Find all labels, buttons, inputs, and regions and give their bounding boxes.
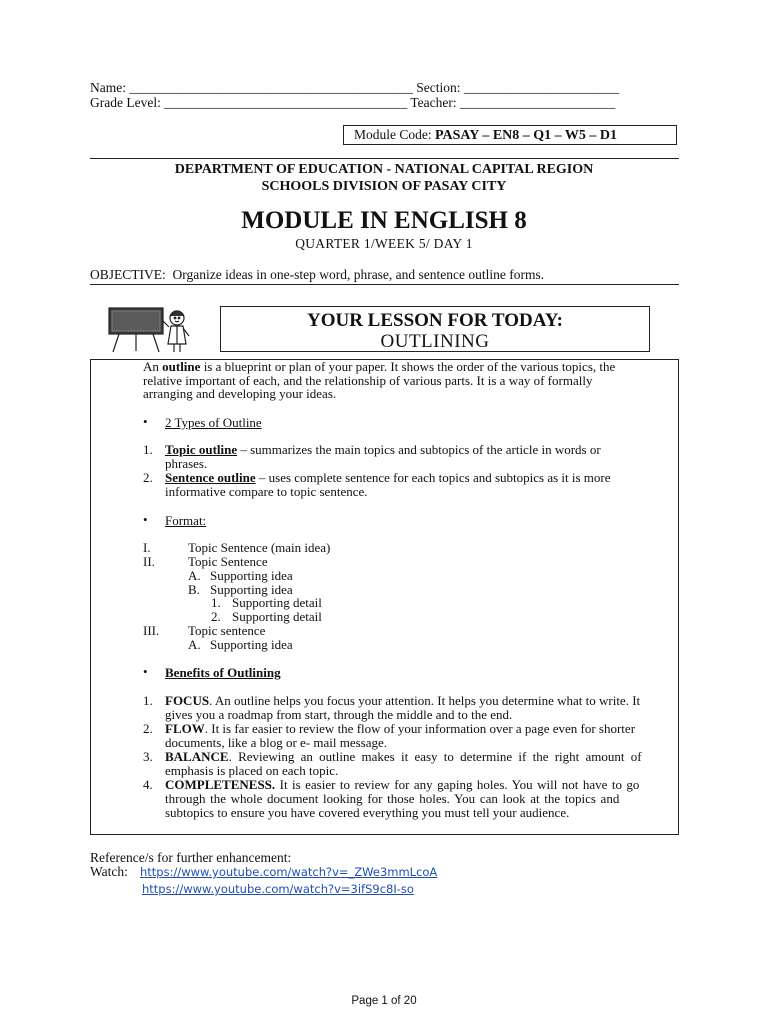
benefit-line: emphasis is placed on each topic. bbox=[165, 763, 339, 778]
format-item: Supporting idea bbox=[210, 582, 293, 597]
objective-line bbox=[90, 267, 544, 283]
format-marker: III. bbox=[143, 623, 160, 638]
intro-term: outline bbox=[162, 359, 201, 374]
bullet-icon: • bbox=[143, 664, 148, 679]
lesson-heading: YOUR LESSON FOR TODAY: bbox=[306, 310, 564, 331]
format-marker: 1. bbox=[211, 595, 221, 610]
format-heading: Format: bbox=[165, 513, 207, 528]
type2-term: Sentence outline bbox=[165, 470, 256, 485]
header-divider bbox=[90, 158, 679, 159]
type2-line-2: informative compare to topic sentence. bbox=[165, 484, 368, 499]
format-item: Supporting detail bbox=[232, 609, 322, 624]
benefit-term: COMPLETENESS. bbox=[165, 777, 276, 792]
type2-line-1 bbox=[165, 471, 611, 485]
format-item: Supporting idea bbox=[210, 568, 293, 583]
types-heading: 2 Types of Outline bbox=[165, 415, 262, 430]
format-item: Supporting idea bbox=[210, 637, 293, 652]
benefit-line: subtopics to ensure you have covered everything you must tell your audience. bbox=[165, 805, 570, 820]
benefit-line bbox=[165, 778, 639, 792]
module-title: MODULE IN ENGLISH 8 bbox=[241, 207, 527, 234]
grade-teacher-line: Grade Level: ____________________________________ Teacher: _______________________ bbox=[90, 95, 616, 110]
type1-line-2: phrases. bbox=[165, 456, 208, 471]
type1-term: Topic outline bbox=[165, 442, 238, 457]
benefit-line: documents, like a blog or e- mail message. bbox=[165, 735, 388, 750]
format-item: Supporting detail bbox=[232, 595, 322, 610]
benefit-line: through the whole document looking for those holes. You can look at the topics and bbox=[165, 791, 620, 806]
division-heading: SCHOOLS DIVISION OF PASAY CITY bbox=[261, 179, 507, 194]
benefit-number: 4. bbox=[143, 777, 153, 792]
benefits-heading: Benefits of Outlining bbox=[165, 665, 281, 680]
name-section-line: Name: __________________________________________ Section: _______________________ bbox=[90, 80, 620, 95]
objective-text: Organize ideas in one-step word, phrase, and sentence outline forms. bbox=[172, 267, 545, 282]
lesson-heading-box bbox=[220, 306, 650, 352]
reference-link-2[interactable]: https://www.youtube.com/watch?v=3ifS9c8I-so bbox=[142, 882, 414, 896]
benefit-text: . It is far easier to review the flow of your information over a page even for shorter bbox=[204, 721, 636, 736]
intro-line-3: arranging and developing your ideas. bbox=[143, 386, 337, 401]
module-code-label: Module Code: bbox=[354, 127, 435, 142]
watch-label: Watch: bbox=[90, 864, 128, 879]
benefit-text: . Reviewing an outline makes it easy to determine if the right amount of bbox=[228, 749, 642, 764]
benefit-number: 1. bbox=[143, 693, 153, 708]
module-code-box bbox=[343, 125, 677, 145]
module-code-value: PASAY – EN8 – Q1 – W5 – D1 bbox=[435, 128, 618, 143]
reference-heading: Reference/s for further enhancement: bbox=[90, 850, 292, 865]
benefit-text: It is easier to review for any gaping holes. You will not have to go bbox=[275, 777, 640, 792]
objective-divider bbox=[90, 284, 679, 285]
teacher-chalkboard-illustration bbox=[107, 305, 199, 355]
format-item: Topic sentence bbox=[188, 623, 266, 638]
quarter-subtitle: QUARTER 1/WEEK 5/ DAY 1 bbox=[295, 236, 473, 251]
format-marker: B. bbox=[188, 582, 200, 597]
type1-number: 1. bbox=[143, 442, 153, 457]
format-marker: A. bbox=[188, 568, 201, 583]
benefit-line: gives you a roadmap from start, through the middle and to the end. bbox=[165, 707, 513, 722]
intro-line-1 bbox=[143, 360, 615, 374]
reference-link-1[interactable]: https://www.youtube.com/watch?v=_ZWe3mmLcoA bbox=[140, 865, 438, 879]
format-marker: I. bbox=[143, 540, 151, 555]
format-marker: A. bbox=[188, 637, 201, 652]
benefit-line bbox=[165, 722, 635, 736]
benefit-line bbox=[165, 750, 642, 764]
benefit-line bbox=[165, 694, 640, 708]
department-heading: DEPARTMENT OF EDUCATION - NATIONAL CAPITAL REGION bbox=[174, 162, 594, 177]
benefit-number: 3. bbox=[143, 749, 153, 764]
format-item: Topic Sentence bbox=[188, 554, 268, 569]
type1-text-1: – summarizes the main topics and subtopics of the article in words or bbox=[237, 442, 601, 457]
benefit-term: FOCUS bbox=[165, 693, 210, 708]
objective-label: OBJECTIVE: bbox=[90, 267, 166, 282]
bullet-icon: • bbox=[143, 414, 148, 429]
page-number: Page 1 of 20 bbox=[351, 995, 417, 1007]
type2-number: 2. bbox=[143, 470, 153, 485]
lesson-topic: OUTLINING bbox=[380, 331, 490, 352]
intro-prefix: An bbox=[143, 359, 163, 374]
type1-line-1 bbox=[165, 443, 601, 457]
intro-text-1: is a blueprint or plan of your paper. It shows the order of the various topics, the bbox=[200, 359, 616, 374]
benefit-text: . An outline helps you focus your attention. It helps you determine what to write. It bbox=[209, 693, 641, 708]
format-marker: 2. bbox=[211, 609, 221, 624]
type2-text-1: – uses complete sentence for each topics and subtopics as it is more bbox=[255, 470, 611, 485]
benefit-term: BALANCE bbox=[165, 749, 229, 764]
intro-line-2: relative important of each, and the relationship of various parts. It is a way of formally bbox=[143, 372, 593, 388]
format-item: Topic Sentence (main idea) bbox=[188, 540, 331, 555]
benefit-number: 2. bbox=[143, 721, 153, 736]
bullet-icon: • bbox=[143, 512, 148, 527]
format-marker: II. bbox=[143, 554, 155, 569]
benefit-term: FLOW bbox=[165, 721, 205, 736]
